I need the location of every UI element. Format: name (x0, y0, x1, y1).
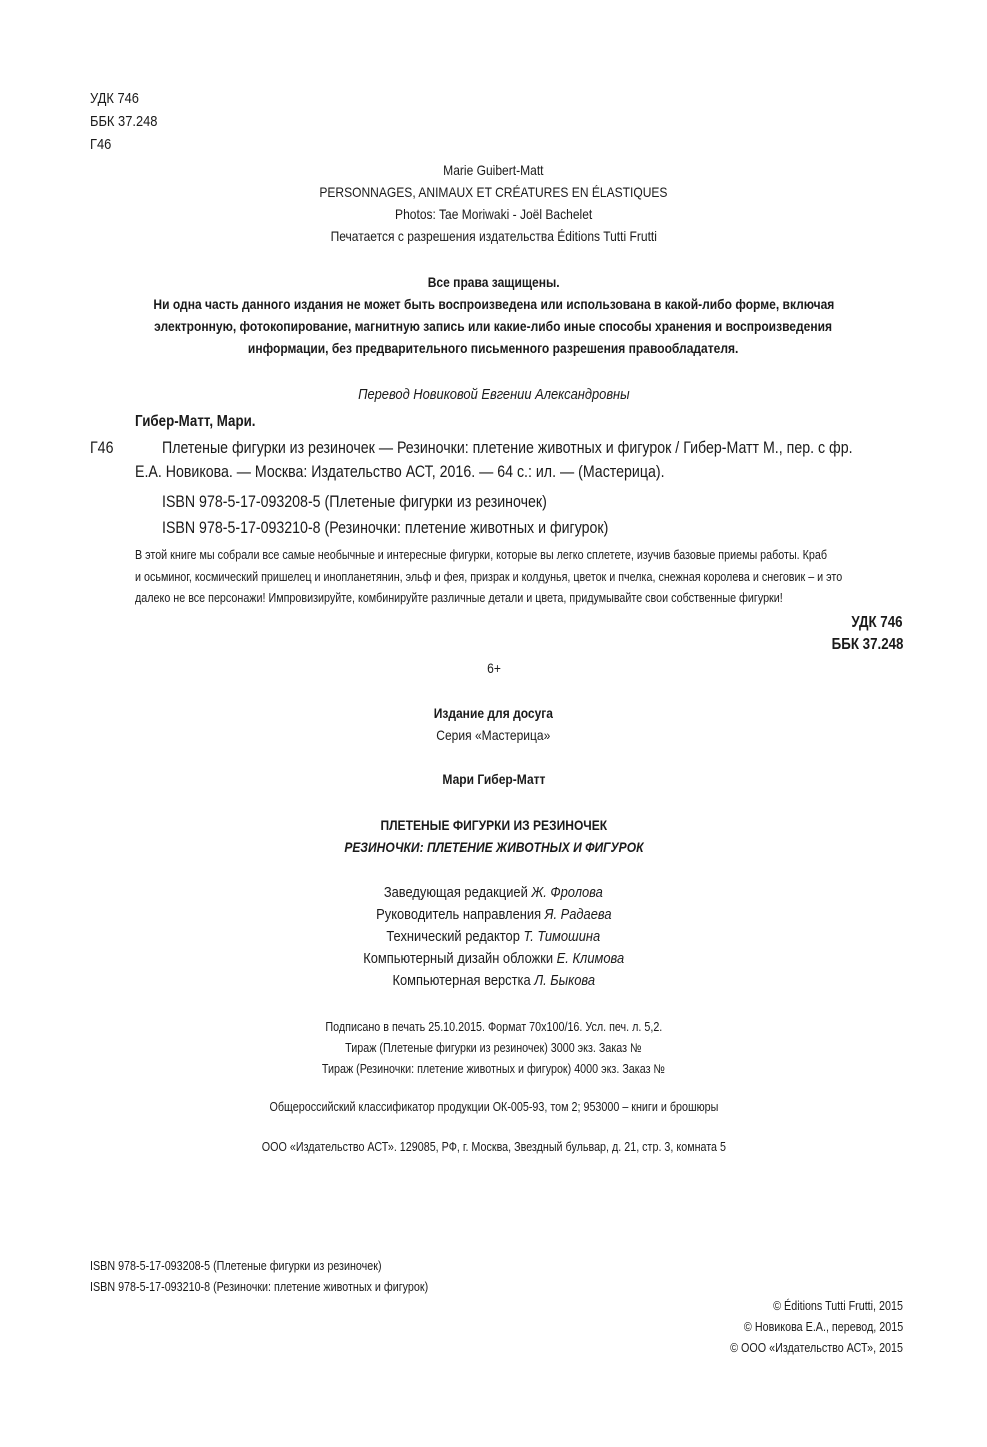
classifier-text: Общероссийский классификатор продукции ОК-005-93, том 2; 953000 – книги и брошюры (269, 1100, 718, 1114)
isbn-block (90, 1256, 483, 1298)
isbn-text: ISBN 978-5-17-093210-8 (Резиночки: плетение животных и фигурок) (162, 519, 609, 537)
bbk-code: ББК 37.248 (90, 113, 158, 130)
bibliography-code (90, 436, 117, 460)
rights-heading: Все права защищены. (427, 274, 560, 290)
original-photos: Photos: Tae Moriwaki - Joël Bachelet (394, 206, 593, 222)
print-line: Тираж (Резиночки: плетение животных и фигурок) 4000 экз. Заказ № (321, 1062, 666, 1076)
rights-notice (0, 271, 987, 359)
age-rating-text: 6+ (486, 660, 501, 676)
copyright-line: © Éditions Tutti Frutti, 2015 (773, 1299, 903, 1313)
staff-role: Компьютерный дизайн обложки (363, 950, 553, 967)
author-name (0, 768, 987, 790)
staff-item (0, 904, 987, 926)
edition-info (0, 702, 987, 746)
rights-line: информации, без предварительного письменного разрешения правообладателя. (248, 340, 739, 356)
isbn-line (162, 490, 609, 514)
copyright-line: © Новикова Е.А., перевод, 2015 (743, 1320, 903, 1334)
print-info (0, 1017, 987, 1080)
isbn-text: ISBN 978-5-17-093208-5 (Плетеные фигурки из резиночек) (162, 493, 547, 511)
bibliography-line (162, 436, 965, 460)
staff-role: Руководитель направления (375, 906, 541, 923)
staff-name: Л. Быкова (533, 972, 595, 989)
staff-role: Компьютерная верстка (392, 972, 531, 989)
annotation-line: далеко не все персонажи! Импровизируйте, комбинируйте различные детали и цвета, придумывайте свои собственные фигурки! (135, 591, 783, 605)
isbn-text: ISBN 978-5-17-093210-8 (Резиночки: плетение животных и фигурок) (90, 1280, 429, 1294)
age-rating (0, 657, 987, 679)
classification-bottom (820, 612, 903, 656)
staff-list (0, 882, 987, 992)
original-edition-info (0, 159, 987, 247)
rights-line: электронную, фотокопирование, магнитную запись или какие-либо иные способы хранения и воспроизведения (154, 318, 833, 334)
permission-note: Печатается с разрешения издательства Éditions Tutti Frutti (330, 228, 657, 244)
staff-name: Т. Тимошина (523, 928, 601, 945)
bibliography-line (135, 460, 751, 484)
isbn-line (162, 516, 681, 540)
staff-name: Е. Климова (556, 950, 624, 967)
rights-line: Ни одна часть данного издания не может быть воспроизведена или использована в какой-либо форме, включая (153, 296, 834, 312)
annotation (135, 545, 903, 610)
publisher-address (0, 1137, 987, 1158)
staff-item (0, 926, 987, 948)
edition-series: Серия «Мастерица» (436, 727, 551, 743)
annotation-line: и осьминог, космический пришелец и инопланетянин, эльф и фея, призрак и колдунья, цветок и пчелка, снежная королева и снеговик – и это (135, 569, 843, 584)
author-mark: Г46 (90, 136, 112, 153)
bibliography-line-text: Е.А. Новикова. — Москва: Издательство АСТ, 2016. — 64 с.: ил. — (Мастерица). (135, 463, 665, 481)
translation-text: Перевод Новиковой Евгении Александровны (357, 386, 630, 403)
title-main: ПЛЕТЕНЫЕ ФИГУРКИ ИЗ РЕЗИНОЧЕК (380, 817, 607, 833)
staff-name: Я. Радаева (544, 906, 612, 923)
staff-name: Ж. Фролова (531, 884, 603, 901)
copyright-line: © ООО «Издательство АСТ», 2015 (730, 1341, 903, 1355)
annotation-line: В этой книге мы собрали все самые необычные и интересные фигурки, которые вы легко сплетете, изучив базовые приемы работы. Краб (135, 548, 828, 562)
udk-code: УДК 746 (851, 614, 903, 631)
staff-role: Технический редактор (386, 928, 521, 945)
udk-code: УДК 746 (90, 90, 139, 107)
title-sub: РЕЗИНОЧКИ: ПЛЕТЕНИЕ ЖИВОТНЫХ И ФИГУРОК (343, 839, 644, 855)
print-line: Тираж (Плетеные фигурки из резиночек) 3000 экз. Заказ № (345, 1041, 642, 1055)
translation-credit (0, 384, 987, 406)
address-text: ООО «Издательство АСТ». 129085, РФ, г. Москва, Звездный бульвар, д. 21, стр. 3, комната 5 (261, 1140, 726, 1154)
staff-item (0, 970, 987, 992)
edition-type: Издание для досуга (433, 705, 554, 721)
book-title (0, 814, 987, 858)
bibliography-author-text: Гибер-Матт, Мари. (135, 413, 256, 430)
staff-role: Заведующая редакцией (384, 884, 528, 901)
copyright-block (702, 1296, 903, 1359)
bibliography-line-text: Плетеные фигурки из резиночек — Резиночки: плетение животных и фигурок / Гибер-Матт М., пер. с фр. (162, 439, 853, 457)
isbn-text: ISBN 978-5-17-093208-5 (Плетеные фигурки из резиночек) (90, 1259, 382, 1273)
original-title: PERSONNAGES, ANIMAUX ET CRÉATURES EN ÉLASTIQUES (319, 184, 668, 200)
staff-item (0, 882, 987, 904)
original-author: Marie Guibert-Matt (443, 162, 544, 178)
bibliography-code-text: Г46 (90, 439, 114, 457)
bbk-code: ББК 37.248 (831, 636, 903, 653)
bibliography-author (135, 410, 275, 434)
author-name-text: Мари Гибер-Матт (441, 771, 546, 787)
product-classifier (0, 1097, 987, 1118)
staff-item (0, 948, 987, 970)
print-line: Подписано в печать 25.10.2015. Формат 70x100/16. Усл. печ. л. 5,2. (325, 1020, 662, 1034)
classification-top (90, 87, 168, 156)
